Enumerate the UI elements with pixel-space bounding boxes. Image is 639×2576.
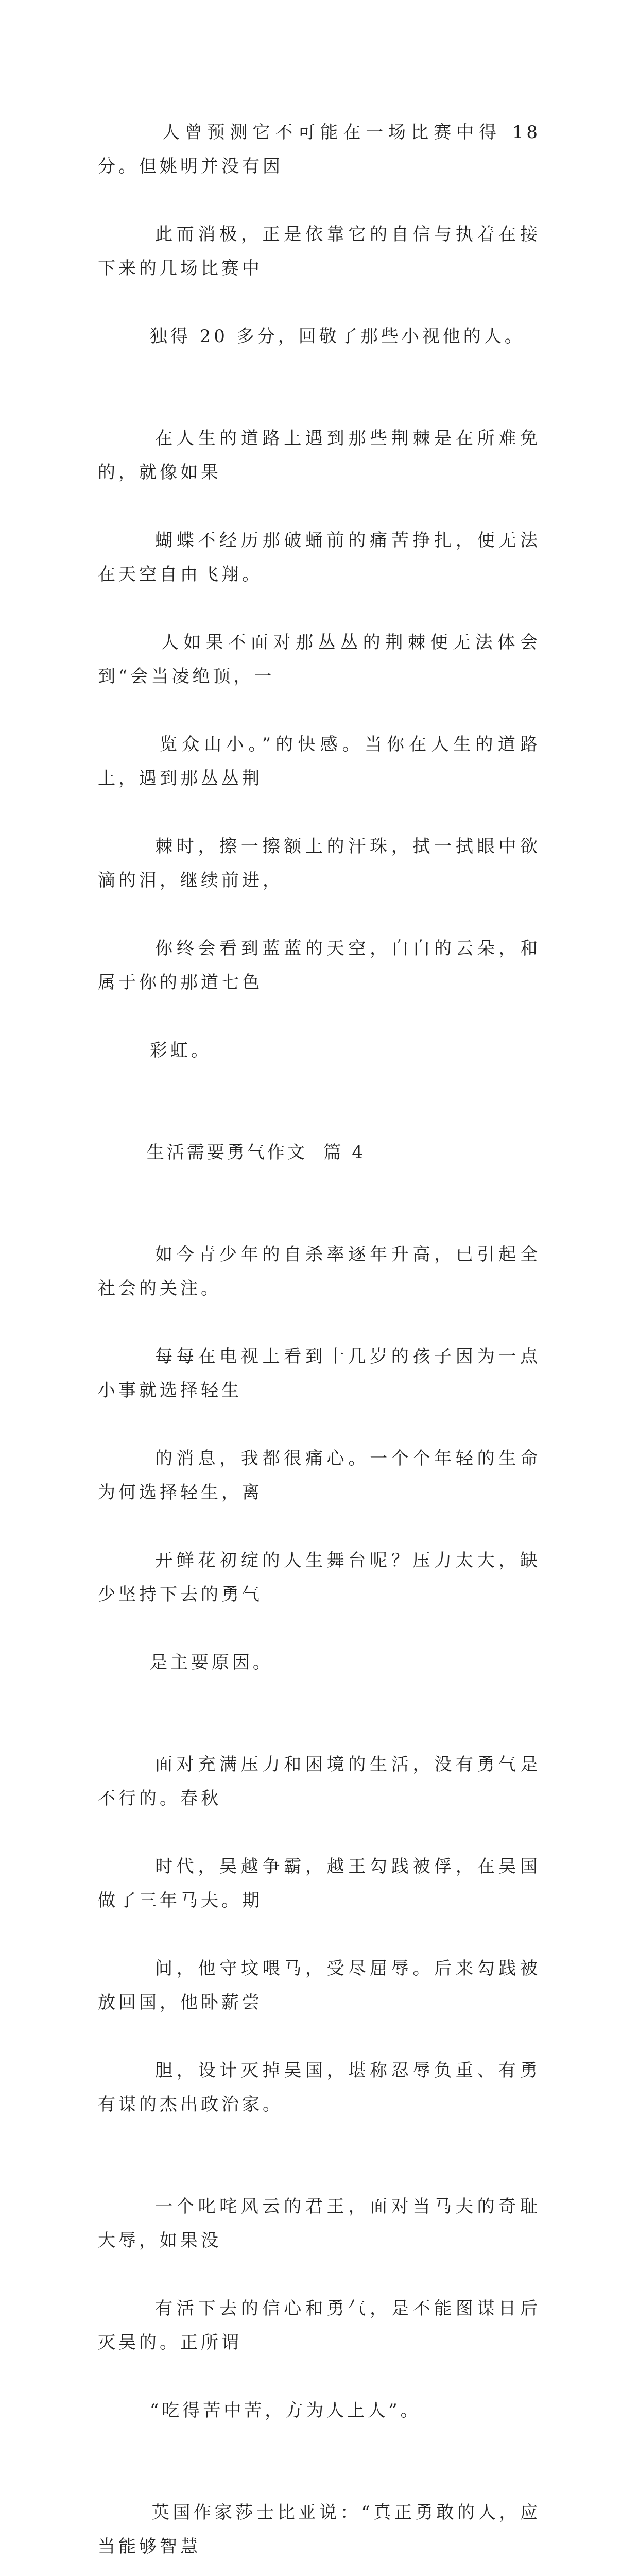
paragraph (98, 1714, 541, 2156)
text-line: 此而消极，正是依靠它的自信与执着在接下来的几场比赛中 (98, 224, 541, 279)
text-line: 面对充满压力和困境的生活，没有勇气是不行的。春秋 (98, 1754, 541, 1809)
text-line: 彩虹。 (149, 1040, 212, 1061)
text-line: 每每在电视上看到十几岁的孩子因为一点小事就选择轻生 (98, 1346, 541, 1401)
heading-text: 生活需要勇气作文 篇 4 (146, 1142, 366, 1163)
text-line: 胆，设计灭掉吴国，堪称忍辱负重、有勇有谋的杰出政治家。 (98, 2060, 541, 2115)
text-line: 如今青少年的自杀率逐年升高，已引起全社会的关注。 (98, 1244, 541, 1299)
paragraph (98, 1204, 541, 1714)
text-line: 一个叱咤风云的君王，面对当马夫的奇耻大辱，如果没 (98, 2196, 541, 2251)
text-line: 独得 20 多分，回敬了那些小视他的人。 (149, 326, 525, 347)
text-line: 有活下去的信心和勇气，是不能图谋日后灭吴的。正所谓 (98, 2298, 541, 2353)
text-line: 时代，吴越争霸，越王勾践被俘，在吴国做了三年马夫。期 (98, 1856, 541, 1911)
text-line: 的消息，我都很痛心。一个个年轻的生命为何选择轻生，离 (98, 1448, 541, 1503)
paragraph (98, 387, 541, 1101)
text-line: 英国作家莎士比亚说：“真正勇敢的人，应当能够智慧 (98, 2502, 541, 2557)
text-line: 人如果不面对那丛丛的荆棘便无法体会到“会当凌绝顶，一 (98, 632, 541, 687)
text-line: 人曾预测它不可能在一场比赛中得 18 分。但姚明并没有因 (98, 122, 549, 177)
text-line: 在人生的道路上遇到那些荆棘是在所难免的，就像如果 (98, 428, 541, 483)
text-line: “吃得苦中苦，方为人上人”。 (149, 2400, 421, 2421)
section-heading (98, 1101, 541, 1204)
paragraph (98, 2156, 541, 2462)
text-line: 间，他守坟喂马，受尽屈辱。后来勾践被放回国，他卧薪尝 (98, 1958, 541, 2013)
paragraph (98, 2462, 541, 2576)
text-line: 览众山小。”的快感。当你在人生的道路上，遇到那丛丛荆 (98, 734, 541, 789)
text-line: 蝴蝶不经历那破蛹前的痛苦挣扎，便无法在天空自由飞翔。 (98, 530, 541, 585)
text-line: 开鲜花初绽的人生舞台呢？压力太大，缺少坚持下去的勇气 (98, 1550, 541, 1605)
document-body (98, 81, 549, 2576)
paragraph-continuation (98, 81, 549, 387)
text-line: 棘时，擦一擦额上的汗珠，拭一拭眼中欲滴的泪，继续前进， (98, 836, 541, 891)
text-line: 是主要原因。 (149, 1652, 273, 1673)
text-line: 你终会看到蓝蓝的天空，白白的云朵，和属于你的那道七色 (98, 938, 541, 993)
